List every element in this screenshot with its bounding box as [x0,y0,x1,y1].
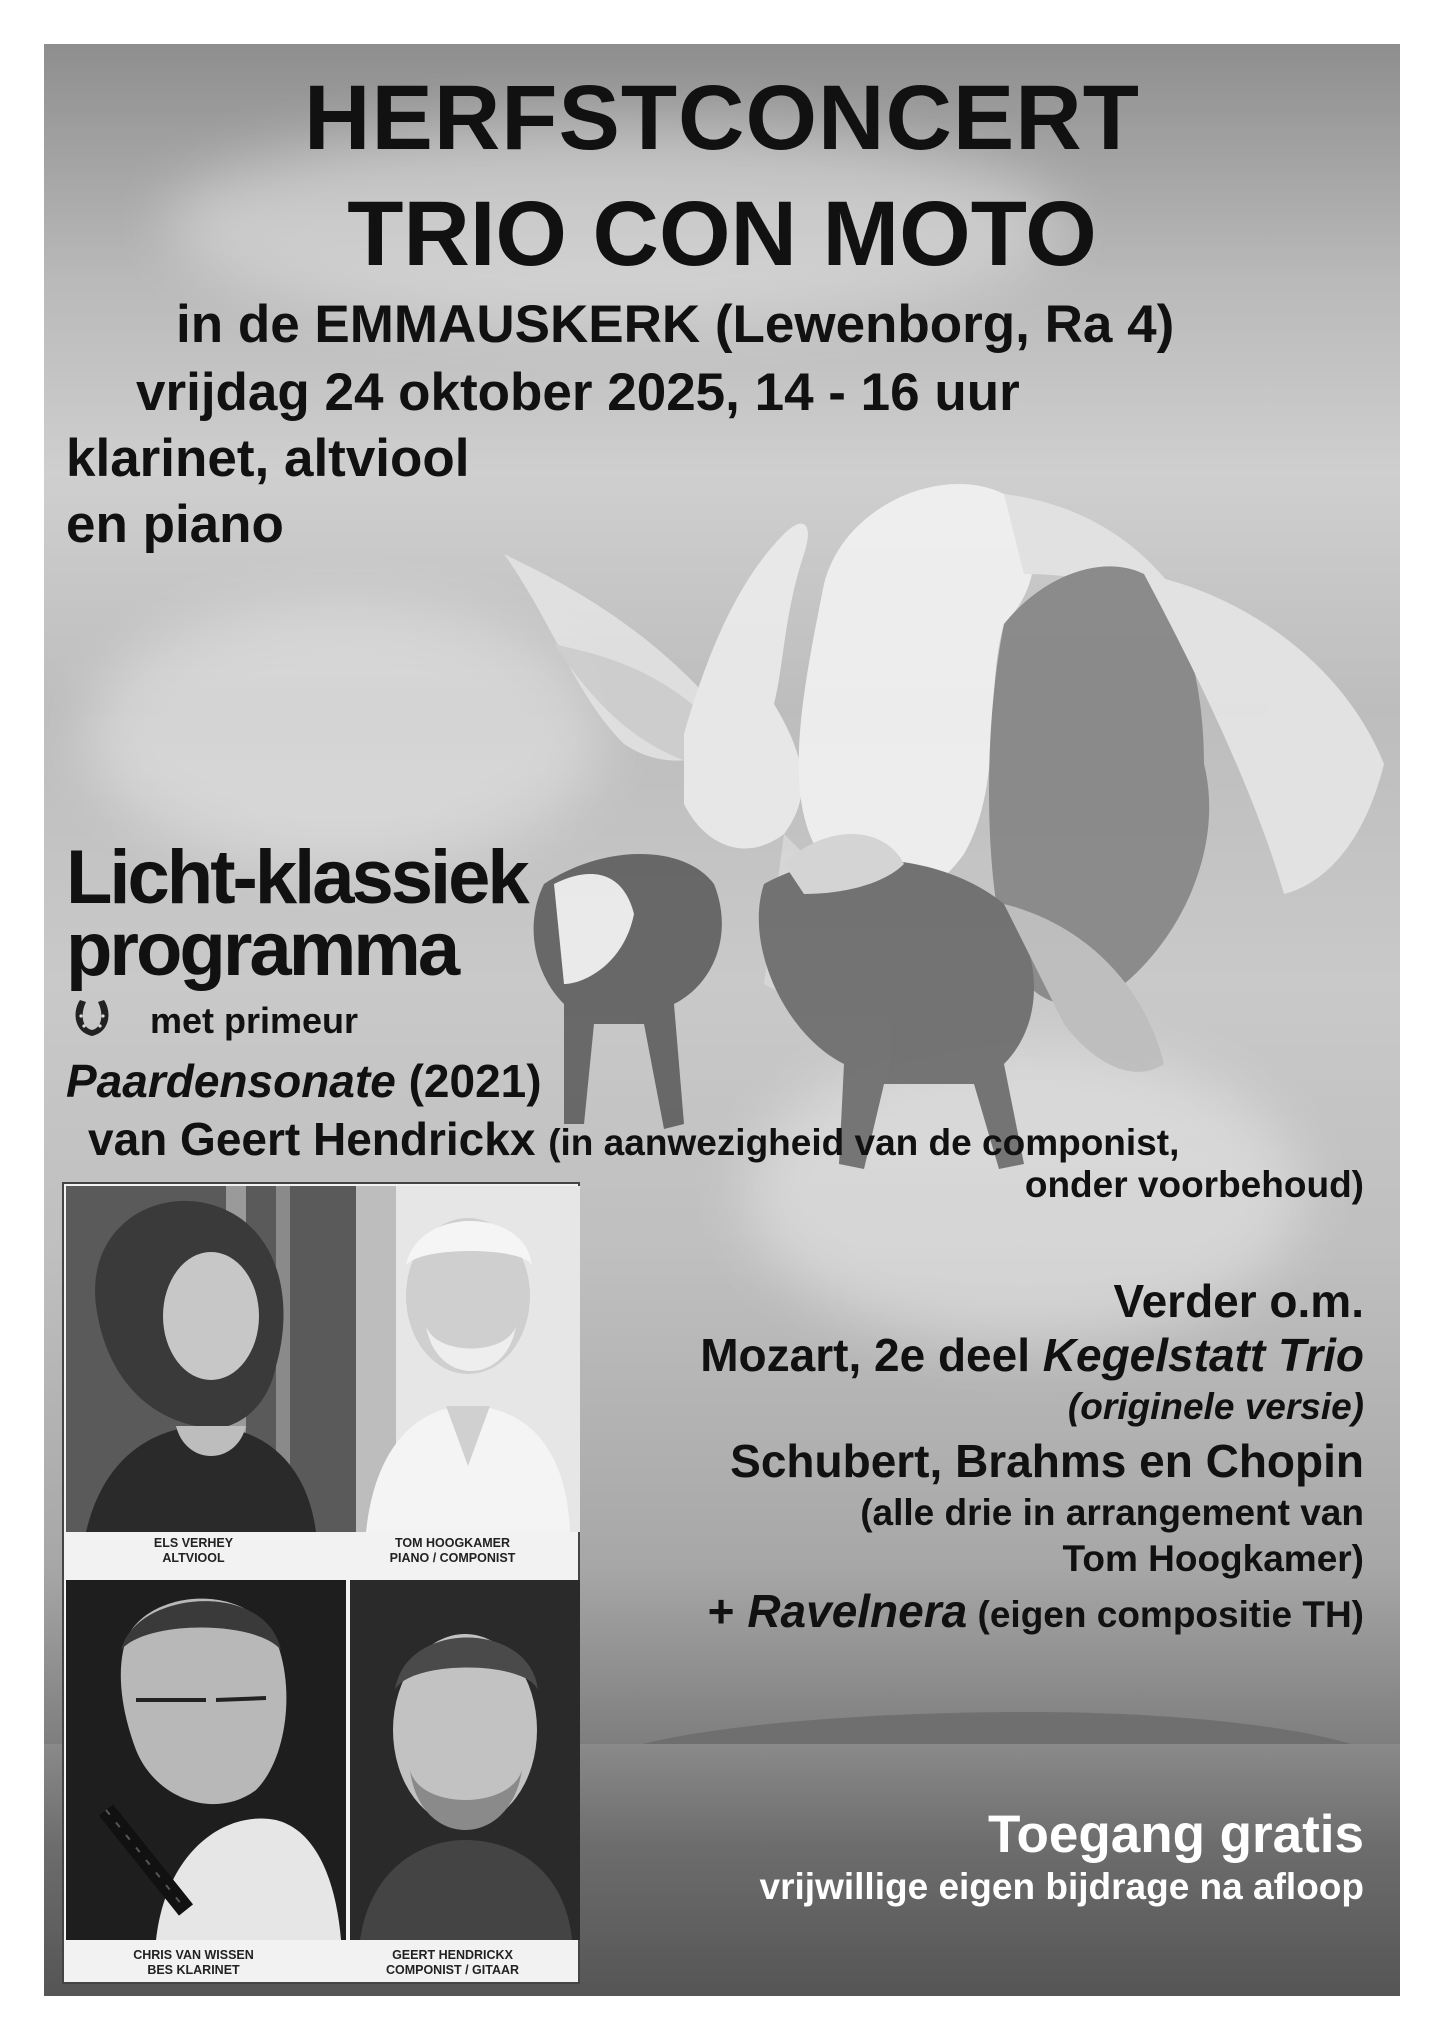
poster-title-line-1: HERFSTCONCERT [304,67,1140,169]
further-heading: Verder o.m. [1113,1275,1364,1327]
horses-illustration [484,464,1400,1184]
venue-text: in de EMMAUSKERK (Lewenborg, Ra 4) [176,295,1175,354]
musician-name: GEERT HENDRICKX [392,1948,513,1962]
musician-role: COMPONIST / GITAAR [385,1963,520,1977]
photo-chris-van-wissen [66,1580,346,1940]
date-time-text: vrijdag 24 oktober 2025, 14 - 16 uur [136,363,1020,422]
musician-photo-grid [62,1182,580,1984]
caption-els-verhey [64,1536,323,1566]
ravelnera-note: (eigen compositie TH) [967,1594,1364,1635]
program-heading-line-1: Licht-klassiek [66,835,527,920]
admission-note: vrijwillige eigen bijdrage na afloop [759,1866,1364,1907]
instruments-line-1: klarinet, altviool [66,429,470,488]
horseshoe-icon [72,996,112,1040]
mozart-line [700,1328,1364,1382]
premiere-label: met primeur [150,1000,359,1041]
ravelnera-title: Ravelnera [747,1585,968,1637]
mozart-prefix: Mozart, 2e deel [700,1329,1043,1381]
instruments-line-2: en piano [66,495,284,554]
work-title: Paardensonate [66,1055,396,1107]
poster-title-line-2: TRIO CON MOTO [347,183,1097,285]
musician-name: ELS VERHEY [153,1536,234,1550]
plus-sign: + [707,1585,748,1637]
mozart-work: Kegelstatt Trio [1042,1329,1364,1381]
musician-name: TOM HOOGKAMER [394,1536,511,1550]
composer-note: (in aanwezigheid van de componist, [548,1122,1180,1163]
photo-els-verhey [66,1186,356,1532]
arrangement-note-line-1: (alle drie in arrangement van [860,1492,1364,1533]
caption-geert-hendrickx [323,1948,582,1978]
ravelnera-line [708,1584,1364,1638]
arrangement-note-line-2: Tom Hoogkamer) [1062,1538,1364,1579]
mozart-note: (originele versie) [1067,1386,1364,1427]
musician-name: CHRIS VAN WISSEN [133,1948,254,1962]
musician-role: BES KLARINET [147,1963,240,1977]
photo-tom-hoogkamer [356,1186,580,1532]
other-composers: Schubert, Brahms en Chopin [730,1435,1364,1487]
composer-note-line-2: onder voorbehoud) [1024,1164,1364,1205]
composer-line [88,1112,1179,1166]
musician-role: PIANO / COMPONIST [389,1551,516,1565]
work-year: (2021) [408,1055,542,1107]
photo-geert-hendrickx [350,1580,580,1940]
admission-title: Toegang gratis [988,1805,1364,1864]
caption-chris-van-wissen [64,1948,323,1978]
composer-name: van Geert Hendrickx [88,1113,536,1165]
program-heading-line-2: programma [66,907,458,992]
musician-role: ALTVIOOL [162,1551,225,1565]
caption-tom-hoogkamer [323,1536,582,1566]
premiere-work [66,1054,542,1108]
concert-poster [44,44,1400,1996]
